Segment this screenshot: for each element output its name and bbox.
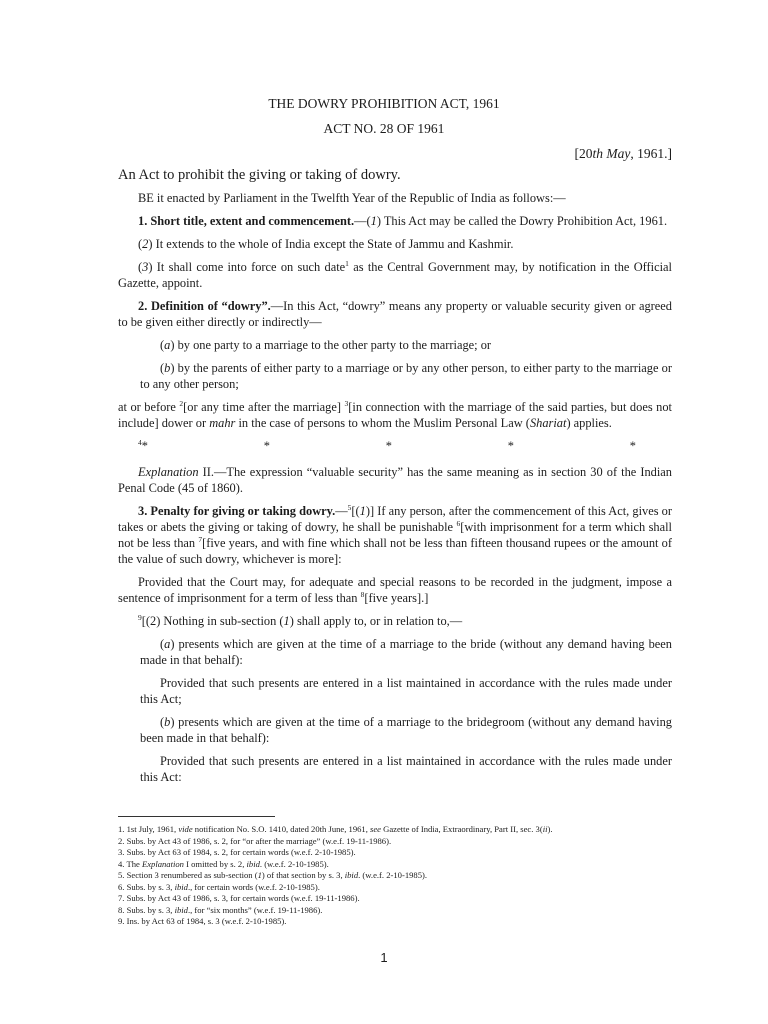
omission-stars: $^4$* * * * * — [138, 437, 636, 453]
section-2-clause-a: (a) by one party to a marriage to the other party to the marriage; or — [160, 338, 492, 352]
section-3: 3. Penalty for giving or taking dowry.—$^5$[(1)] If any person, after the commencement of this Act, gives or takes or abets the giving or taking of dowry, he shall be punishable $^6$[with imprisonment for a term which shall not be less than $^7$[five years, and with fine which shall not be less than fifteen thousand rupees or the amount of the value of such dowry, whichever is more]: — [118, 502, 672, 566]
footnote-8: 8. Subs. by s. 3, ibid., for “six months” (w.e.f. 19-11-1986). — [118, 904, 323, 915]
act-title: THE DOWRY PROHIBITION ACT, 1961 — [268, 96, 500, 111]
footnote-3: 3. Subs. by Act 63 of 1984, s. 2, for certain words (w.e.f. 2-10-1985). — [118, 847, 356, 857]
footnotes — [118, 824, 553, 928]
section-3-2: $^9$[(2) Nothing in sub-section (1) shall apply to, or in relation to,— — [138, 612, 463, 628]
footnote-ref-1: 1 — [345, 258, 349, 268]
section-2-clause-b: (b) by the parents of either party to a marriage or by any other person, to either party to the marriage or to any other person; — [140, 361, 672, 391]
footnote-2: 2. Subs. by Act 43 of 1986, s. 2, for “or after the marriage” (w.e.f. 19-11-1986). — [118, 835, 392, 846]
section-1: 1. Short title, extent and commencement.—(1) This Act may be called the Dowry Prohibition Act, 1961. — [138, 214, 668, 228]
section-1-heading: 1. Short title, extent and commencement. — [138, 214, 355, 228]
section-2-heading: 2. Definition of “dowry”. — [138, 299, 271, 313]
section-1-2: (2) It extends to the whole of India except the State of Jammu and Kashmir. — [138, 237, 514, 251]
footnote-4: 4. The Explanation I omitted by s. 2, ibid. (w.e.f. 2-10-1985). — [118, 858, 329, 869]
section-3-2-clause-a-proviso: Provided that such presents are entered in a list maintained in accordance with the rules made under this Act; — [140, 676, 672, 706]
section-3-2-clause-b-proviso: Provided that such presents are entered in a list maintained in accordance with the rules made under this Act: — [140, 754, 672, 784]
section-3-proviso: Provided that the Court may, for adequate and special reasons to be recorded in the judgment, impose a sentence of imprisonment for a term of less than $^8$[five years].] — [118, 575, 672, 605]
footnote-7: 7. Subs. by Act 43 of 1986, s. 3, for certain words (w.e.f. 19-11-1986). — [118, 893, 360, 903]
enactment-date: [20th May, 1961.] — [574, 146, 672, 161]
enacting-formula: BE it enacted by Parliament in the Twelfth Year of the Republic of India as follows:— — [138, 191, 566, 205]
section-3-2-clause-b: (b) presents which are given at the time of a marriage to the bridegroom (without any demand having been made in that behalf): — [140, 715, 672, 745]
section-1-3: (3) It shall come into force on such date$^1$ as the Central Government may, by notification in the Official Gazette, appoint. — [118, 258, 672, 290]
explanation-ii: Explanation II.—The expression “valuable security” has the same meaning as in section 30 of the Indian Penal Code (45 of 1860). — [118, 465, 672, 495]
footnote-6: 6. Subs. by s. 3, ibid., for certain words (w.e.f. 2-10-1985). — [118, 881, 320, 892]
page-number: 1 — [380, 950, 388, 965]
footnote-9: 9. Ins. by Act 63 of 1984, s. 3 (w.e.f. 2-10-1985). — [118, 916, 287, 926]
footnote-divider — [118, 816, 275, 817]
section-2-continuation: at or before $^2$[or any time after the marriage] $^3$[in connection with the marriage of the said parties, but does not include] dower or mahr in the case of persons to whom the Muslim Personal Law (Shariat) applies. — [118, 398, 672, 430]
section-2: 2. Definition of “dowry”.—In this Act, “dowry” means any property or valuable security given or agreed to be given either directly or indirectly— — [118, 299, 672, 329]
act-number: ACT NO. 28 OF 1961 — [323, 121, 445, 136]
long-title: An Act to prohibit the giving or taking of dowry. — [118, 167, 401, 183]
act-body — [118, 190, 672, 792]
footnote-5: 5. Section 3 renumbered as sub-section (1) of that section by s. 3, ibid. (w.e.f. 2-10-1985). — [118, 870, 428, 880]
footnote-1: 1. 1st July, 1961, vide notification No. S.O. 1410, dated 20th June, 1961, see Gazette of India, Extraordinary, Part II, sec. 3(ii). — [118, 824, 553, 834]
section-3-heading: 3. Penalty for giving or taking dowry. — [138, 504, 336, 518]
section-3-2-clause-a: (a) presents which are given at the time of a marriage to the bride (without any demand having been made in that behalf): — [140, 637, 672, 667]
